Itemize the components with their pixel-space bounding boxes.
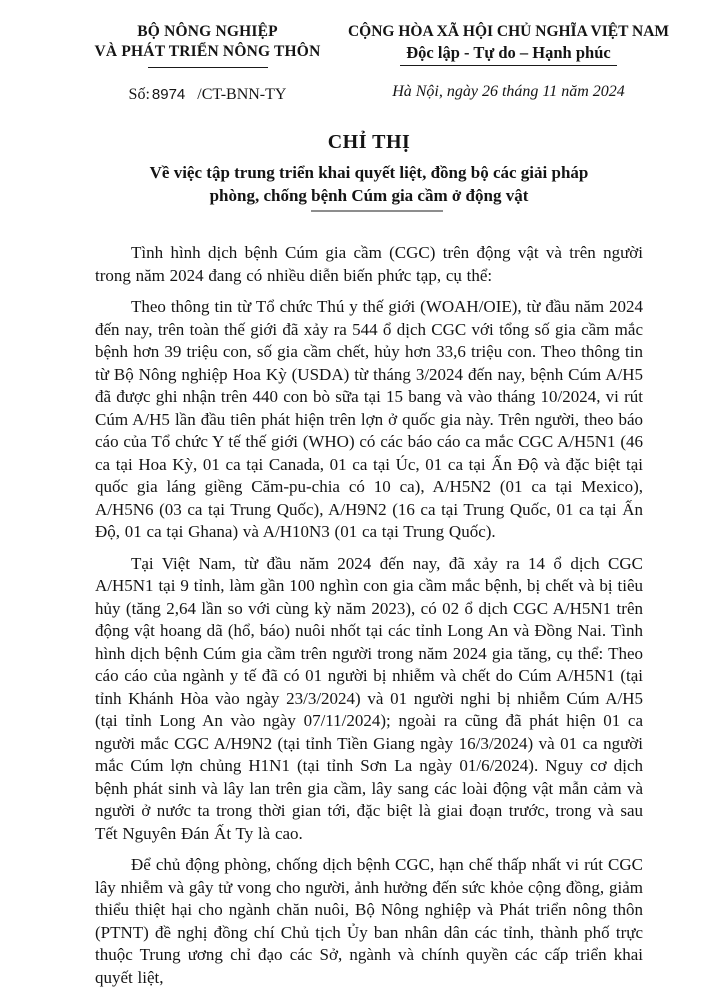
issuer-divider [148, 67, 268, 68]
paragraph: Để chủ động phòng, chống dịch bệnh CGC, hạn chế thấp nhất vi rút CGC lây nhiễm và gây tử vong cho người, ảnh hưởng đến sức khỏe cộng đồng, giảm thiểu thiệt hại cho ngành chăn nuôi, Bộ Nông nghiệp và Phát triển nông thôn (PTNT) đề nghị đồng chí Chủ tịch Ủy ban nhân dân các tỉnh, thành phố trực thuộc Trung ương chỉ đạo các Sở, ngành và chính quyền các cấp triển khai quyết liệt, [95, 855, 643, 987]
body-text [95, 242, 643, 989]
paragraph: Tình hình dịch bệnh Cúm gia cầm (CGC) trên động vật và trên người trong năm 2024 đang có nhiều diễn biến phức tạp, cụ thể: [95, 243, 643, 285]
doc-type-title: CHỈ THỊ [327, 131, 411, 153]
issuer-name-line1: BỘ NÔNG NGHIỆP [137, 23, 278, 40]
national-motto: Độc lập - Tự do – Hạnh phúc [400, 42, 616, 66]
doc-subject-line1: Về việc tập trung triển khai quyết liệt, đồng bộ các giải pháp [149, 163, 589, 182]
paragraph: Tại Việt Nam, từ đầu năm 2024 đến nay, đã xảy ra 14 ổ dịch CGC A/H5N1 tại 9 tỉnh, làm gần 100 nghìn con gia cầm mắc bệnh, bị chết và bị tiêu hủy (tăng 2,64 lần so với cùng kỳ năm 2023), có 02 ổ dịch CGC A/H5N1 trên động vật hoang dã (hổ, báo) nuôi nhốt tại các tỉnh Long An và Đồng Nai. Tình hình dịch bệnh Cúm gia cầm trên người trong năm 2024 gia tăng, cụ thể: Theo cáo cáo của ngành y tế đã có 01 người bị nhiễm và chết do Cúm A/H5N1 (tại tỉnh Khánh Hòa vào ngày 23/3/2024) và 01 người nghi bị nhiễm Cúm A/H5 (tại tỉnh Long An vào ngày 07/11/2024); ngoài ra cũng đã phát hiện 01 ca người mắc CGC A/H9N2 (tại tỉnh Tiền Giang ngày 16/3/2024) và 01 ca người mắc Cúm lợn chủng H1N1 (tại tỉnh Sơn La ngày 01/6/2024). Nguy cơ dịch bệnh phát sinh và lây lan trên gia cầm, lây sang các loài động vật mẫn cảm và người ở nước ta trong thời gian tới, đặc biệt là giai đoạn trước, trong và sau Tết Nguyên Đán Ất Ty là cao. [95, 553, 643, 843]
issuer-name-line2: VÀ PHÁT TRIỂN NÔNG THÔN [94, 43, 321, 60]
issuer-block [70, 22, 345, 104]
ref-number-symbol: /CT-BNN-TY [197, 86, 287, 103]
national-block [345, 22, 672, 104]
doc-subject-line2: phòng, chống bệnh Cúm gia cầm ở động vật [209, 186, 529, 205]
document-content [95, 131, 643, 989]
ref-number [70, 86, 345, 104]
ref-number-value: 8974 [151, 86, 186, 103]
subject-divider [311, 210, 443, 212]
document-header [0, 0, 712, 104]
place-date: Hà Nội, ngày 26 tháng 11 năm 2024 [392, 83, 625, 100]
national-title: CỘNG HÒA XÃ HỘI CHỦ NGHĨA VIỆT NAM [347, 23, 670, 40]
paragraph: Theo thông tin từ Tổ chức Thú y thế giới (WOAH/OIE), từ đầu năm 2024 đến nay, trên toàn thế giới đã xảy ra 544 ổ dịch CGC với tổng số gia cầm mắc bệnh hơn 39 triệu con, số gia cầm chết, hủy hơn 33,6 triệu con. Theo thông tin từ Bộ Nông nghiệp Hoa Kỳ (USDA) từ tháng 3/2024 đến nay, bệnh Cúm A/H5 đã được ghi nhận trên 440 con bò sữa tại 15 bang và vào tháng 10/2024, vi rút Cúm A/H5 lần đầu tiên phát hiện trên lợn ở quốc gia này. Trên người, theo báo cáo của Tổ chức Y tế thế giới (WHO) có các báo cáo ca mắc CGC A/H5N1 (46 ca tại Hoa Kỳ, 01 ca tại Canada, 01 ca tại Úc, 01 ca tại Ấn Độ và đặc biệt tại quốc gia láng giềng Căm-pu-chia có 10 ca), A/H5N2 (01 ca tại Mexico), A/H5N6 (03 ca tại Trung Quốc), A/H9N2 (16 ca tại Trung Quốc, 01 ca tại Ấn Độ, 01 ca tại Ghana) và A/H10N3 (01 ca tại Trung Quốc). [95, 297, 643, 541]
doc-subject [95, 161, 643, 207]
ref-number-label: Số: [128, 86, 150, 103]
